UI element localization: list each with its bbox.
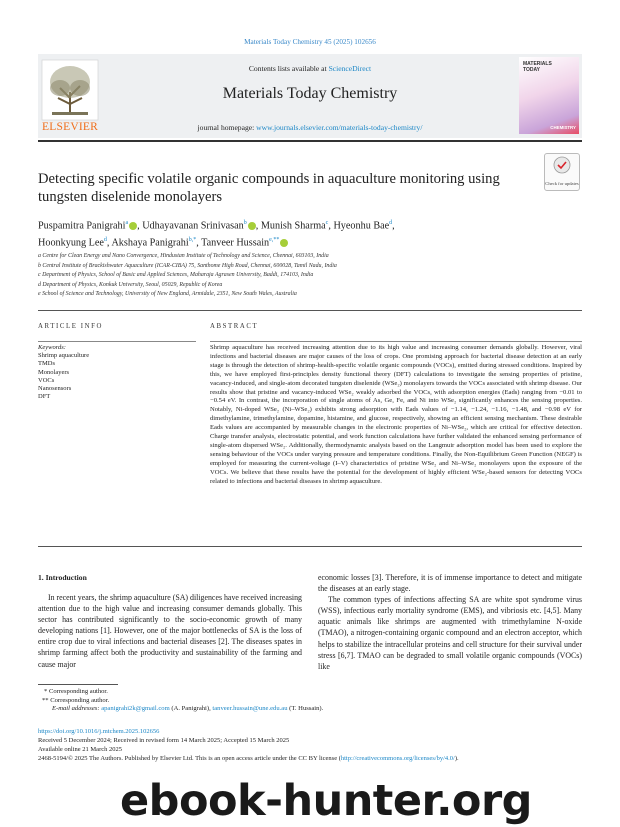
author-affil-sup[interactable]: d bbox=[389, 220, 393, 226]
keywords-block bbox=[38, 344, 196, 401]
affiliation-item: d Department of Physics, Konkuk University, Seoul, 05029, Republic of Korea bbox=[38, 281, 223, 288]
email-label: E-mail addresses: bbox=[52, 705, 102, 713]
license-line bbox=[38, 754, 588, 763]
homepage-prefix: journal homepage: bbox=[197, 123, 257, 132]
author-affil-sup[interactable]: b,* bbox=[188, 237, 197, 244]
received-dates: Received 5 December 2024; Received in revised form 14 March 2025; Accepted 15 March 2025 bbox=[38, 737, 290, 744]
affiliation-list bbox=[38, 252, 578, 300]
section-rule bbox=[38, 310, 582, 311]
watermark-text: ebook-hunter.org bbox=[120, 776, 532, 826]
license-suffix: ). bbox=[454, 755, 459, 762]
abstract-text: Shrimp aquaculture has received increasing attention due to its high value and increasing consumer demands globally. However, viral infections and bacterial diseases are major causes of the loss of crops. One promising approach for bacterial disease detection at an early stage is through the detection of shrimp-health-specific volatile organic compounds (VOCs), emitted during stressed conditions. Inspired by this, we have employed first-principles density functional theory (DFT) calculations to investigate the sensing properties of pristine, vacancy-induced, and single-atom decorated tungsten diselenide (WSe₂) monolayers towards the VOCs associated with shrimp disease. Our results show that pristine and vacancy-induced WSe₂ weakly adsorbed the VOCs, with adsorption energies (Eads) ranging from −0.01 to −0.54 eV. In contrast, the incorporation of single atoms of As, Ge, Fe, and Ni into WSe₂ significantly enhances the sensing properties. Notably, Ni-doped WSe₂ (Ni–WSe₂) exhibits strong adsorption with Eads values of −1.14, −1.24, −1.16, −1.48, and −0.98 eV for dimethylamine, trimethylamine, dopamine, histamine, and glucose, respectively, showing an efficient sensing mechanism. These desirable Eads values are accompanied by measurable changes in the electronic properties of Ni–WSe₂, which are critical for effective detection. Charge transfer analysis, electrostatic potential, and work function calculations have further validated the enhanced sensing performance of single-atom dispersed WSe₂. Additionally, thermodynamic analysis based on the Langmuir adsorption model has been used to explore the sensing behaviour of the VOCs under varying pressure and temperature conditions. Finally, the Non-Equilibrium Green Function (NEGF) is employed for measuring the current-voltage (I–V) characteristics of pristine WSe₂ and Ni–WSe₂ monolayers upon the exposure of the VOCs. We believe that these results have the potential for the development of highly efficient WSe₂-based sensors for detecting VOCs related to infections and bacterial diseases in shrimp aquaculture. bbox=[210, 344, 582, 485]
intro-paragraph-left: In recent years, the shrimp aquaculture (SA) diligences have received increasing attention due to the high value and increasing consumer demands globally. This sector has contributed significantly to the socio-economic growth of many developing nations [1]. However, one of the major bottlenecks of SA is the loss of entire crop due to viral infections and bacterial diseases [2]. The diseases spates in shrimp farming affect both the productivity and sustainability of the farming and cause major bbox=[38, 593, 302, 669]
author-name[interactable]: Munish Sharma bbox=[260, 220, 326, 232]
author-affil-sup[interactable]: b bbox=[243, 220, 247, 226]
keyword-item: Monolayers bbox=[38, 368, 70, 376]
sciencedirect-link[interactable]: ScienceDirect bbox=[328, 64, 372, 73]
keyword-item: Shrimp aquaculture bbox=[38, 352, 90, 360]
author-name[interactable]: Akshaya Panigrahi bbox=[111, 237, 189, 249]
available-online: Available online 21 March 2025 bbox=[38, 746, 122, 753]
footnote-rule bbox=[38, 684, 118, 685]
affiliation-item: e School of Science and Technology, University of New England, Armidale, 2351, New South Wales, Australia bbox=[38, 291, 297, 298]
homepage-line bbox=[110, 123, 510, 132]
doi-link[interactable]: https://doi.org/10.1016/j.mtchem.2025.102656 bbox=[38, 728, 160, 735]
article-info-rule bbox=[38, 341, 196, 342]
license-link[interactable]: http://creativecommons.org/licenses/by/4.0/ bbox=[340, 755, 455, 762]
footnote-corresponding-2: ** Corresponding author. bbox=[42, 696, 110, 704]
intro-paragraph-right-2: The common types of infections affecting SA are white spot syndrome virus (WSS), infectious early mortality syndrome (EMS), and vibriosis etc. [4,5]. Many aquatic animals like shrimps are augmented with trimethylamine N-oxide (TMAO), a nitrogen-containing organic compound and an electron acceptor, which helps to stabilize the intracellular proteins and cell structure for their survival under stress [6,7]. TMAO can be degraded to small volatile organic compounds (VOCs) like bbox=[318, 595, 582, 671]
email-owner-2: (T. Hussain). bbox=[287, 705, 324, 713]
author-name[interactable]: Hoonkyung Lee bbox=[38, 237, 104, 249]
keyword-item: VOCs bbox=[38, 376, 55, 384]
abstract-bottom-rule bbox=[38, 546, 582, 547]
author-list: Puspamitra Panigrahi$^a$ , Udhayavanan Srinivasan$^b$ , Munish Sharma$^c$, Hyeonhu Bae$^d$, Hoonkyung Lee$^d$, Akshaya Panigrahi$^{b,*}$, Tanveer Hussain$^{e,**}$ bbox=[38, 220, 395, 249]
abstract-rule bbox=[210, 341, 582, 342]
keyword-item: TMDs bbox=[38, 360, 55, 368]
footnotes bbox=[38, 688, 578, 714]
journal-title: Materials Today Chemistry bbox=[222, 85, 398, 102]
orcid-icon[interactable] bbox=[129, 222, 137, 230]
affiliation-item: b Central Institute of Brackishwater Aquaculture (ICAR-CIBA) 75, Santhome High Road, Chennai, 600028, Tamil Nadu, India bbox=[38, 262, 337, 269]
journal-reference[interactable]: Materials Today Chemistry 45 (2025) 102656 bbox=[244, 38, 376, 46]
introduction-heading: 1. Introduction bbox=[38, 573, 87, 582]
orcid-icon[interactable] bbox=[280, 239, 288, 247]
keywords-label: Keywords: bbox=[38, 344, 66, 351]
abstract-heading: ABSTRACT bbox=[210, 323, 259, 330]
check-updates-label: Check for updates bbox=[545, 181, 579, 186]
cover-subtitle: CHEMISTRY bbox=[550, 125, 576, 130]
author-name[interactable]: Hyeonhu Bae bbox=[333, 220, 390, 232]
contents-prefix: Contents lists available at bbox=[248, 64, 329, 73]
license-prefix: 2468-5194/© 2025 The Authors. Published by Elsevier Ltd. This is an open access article under the CC BY license ( bbox=[38, 755, 341, 762]
intro-column-right bbox=[318, 572, 582, 672]
keyword-item: DFT bbox=[38, 393, 51, 401]
email-link-1[interactable]: apanigrahi2k@gmail.com bbox=[101, 705, 170, 713]
author-name[interactable]: Tanveer Hussain bbox=[201, 237, 270, 249]
elsevier-wordmark: ELSEVIER bbox=[42, 121, 98, 133]
author-affil-sup[interactable]: d bbox=[103, 237, 107, 244]
author-affil-sup[interactable]: a bbox=[125, 220, 129, 226]
article-info-heading: ARTICLE INFO bbox=[38, 323, 104, 330]
article-title: Detecting specific volatile organic compounds in aquaculture monitoring using tungsten diselenide monolayers bbox=[38, 171, 500, 205]
affiliation-item: c Department of Physics, School of Basic and Applied Sciences, Maharaja Agrasen University, Baddi, 174103, India bbox=[38, 272, 314, 279]
email-link-2[interactable]: tanveer.hussain@une.edu.au bbox=[212, 705, 288, 713]
affiliation-item: a Centre for Clean Energy and Nano Convergence, Hindustan Institute of Technology and Science, Chennai, 603103, India bbox=[38, 253, 329, 259]
email-line bbox=[38, 705, 578, 714]
orcid-icon[interactable] bbox=[248, 222, 256, 230]
email-owner-1: (A. Panigrahi), bbox=[169, 705, 213, 713]
author-name[interactable]: Puspamitra Panigrahi bbox=[38, 220, 126, 232]
check-updates-icon bbox=[545, 154, 579, 176]
contents-line bbox=[110, 64, 510, 73]
footnote-corresponding-1: * Corresponding author. bbox=[44, 688, 108, 695]
check-for-updates-button[interactable] bbox=[544, 153, 580, 191]
journal-cover-image bbox=[519, 57, 579, 134]
intro-paragraph-right-1: economic losses [3]. Therefore, it is of immense importance to detect and mitigate the diseases at an early stage. bbox=[318, 573, 582, 594]
publication-info bbox=[38, 727, 588, 763]
homepage-link[interactable]: www.journals.elsevier.com/materials-today-chemistry/ bbox=[256, 123, 423, 132]
author-affil-sup[interactable]: e,** bbox=[269, 237, 280, 244]
author-name[interactable]: Udhayavanan Srinivasan bbox=[142, 220, 244, 232]
author-affil-sup[interactable]: c bbox=[325, 220, 329, 226]
keyword-item: Nanosensors bbox=[38, 385, 72, 393]
header-rule bbox=[38, 140, 582, 142]
cover-title: MATERIALS TODAY bbox=[523, 61, 552, 73]
